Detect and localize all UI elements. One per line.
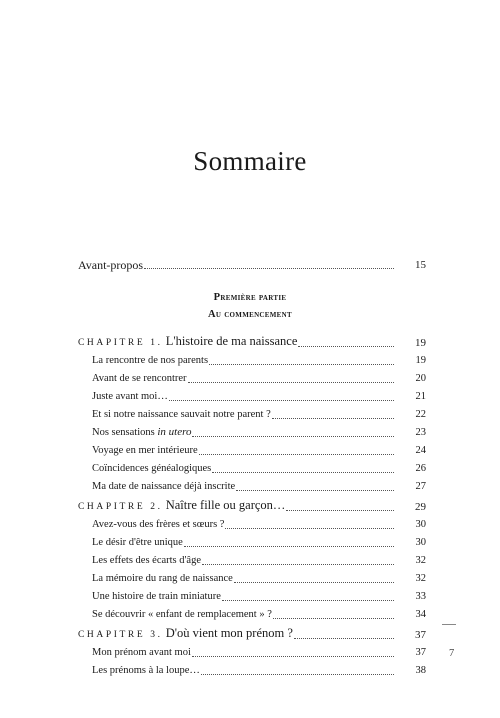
leader-dots xyxy=(202,564,394,565)
leader-dots xyxy=(298,346,394,347)
toc-section-label: Se découvrir « enfant de remplacement » ? xyxy=(92,609,272,620)
toc-section[interactable] xyxy=(92,570,424,586)
chapter-title: Naître fille ou garçon… xyxy=(165,498,286,512)
toc-section[interactable] xyxy=(92,552,424,568)
toc-entry-label: Avant-propos xyxy=(78,258,144,272)
toc-section-label: Et si notre naissance sauvait notre parent ? xyxy=(92,409,271,420)
toc-page-number: 19 xyxy=(415,337,426,349)
toc-page-number: 22 xyxy=(415,409,426,420)
toc-section-label: Le désir d'être unique xyxy=(92,537,183,548)
leader-dots xyxy=(222,600,394,601)
toc-chapter-label xyxy=(78,626,293,642)
toc-section-label: Une histoire de train miniature xyxy=(92,591,221,602)
toc-section-label-italic: in utero xyxy=(157,426,192,438)
leader-dots xyxy=(192,656,394,657)
toc-chapter-1[interactable] xyxy=(78,334,424,350)
toc-chapter-label xyxy=(78,334,297,350)
toc-chapter-2[interactable] xyxy=(78,498,424,514)
part-heading-line1: Première partie xyxy=(213,292,287,303)
leader-dots xyxy=(234,582,394,583)
toc-section-label: Mon prénom avant moi xyxy=(92,647,191,658)
toc-entry-foreword[interactable] xyxy=(78,256,424,272)
toc-page-number: 24 xyxy=(415,445,426,456)
toc-page-number: 38 xyxy=(415,665,426,676)
leader-dots xyxy=(272,418,394,419)
toc-page-number: 15 xyxy=(415,259,426,271)
toc-section[interactable] xyxy=(92,516,424,532)
toc-section[interactable] xyxy=(92,606,424,622)
part-heading-line2: Au commencement xyxy=(208,309,292,320)
page-number: 7 xyxy=(449,648,455,659)
toc-page-number: 26 xyxy=(415,463,426,474)
leader-dots xyxy=(273,618,394,619)
chapter-prefix: CHAPITRE 3. xyxy=(78,630,163,640)
toc-section-label: La mémoire du rang de naissance xyxy=(92,573,233,584)
toc-page-number: 32 xyxy=(415,573,426,584)
toc-page-number: 19 xyxy=(415,355,426,366)
chapter-title: D'où vient mon prénom ? xyxy=(165,626,293,640)
toc-section-label: Juste avant moi… xyxy=(92,391,168,402)
leader-dots xyxy=(144,268,394,269)
toc-section-label: Voyage en mer intérieure xyxy=(92,445,198,456)
page-title: Sommaire xyxy=(193,146,307,176)
toc-section[interactable] xyxy=(92,478,424,494)
toc-page-number: 29 xyxy=(415,501,426,513)
toc-page-number: 27 xyxy=(415,481,426,492)
leader-dots xyxy=(201,674,394,675)
leader-dots xyxy=(188,382,394,383)
toc-section-label: Coïncidences généalogiques xyxy=(92,463,212,474)
toc-section-label: Les prénoms à la loupe… xyxy=(92,665,200,676)
toc-page-number: 34 xyxy=(415,609,426,620)
toc-section-label: Avant de se rencontrer xyxy=(92,373,187,384)
toc-section-label xyxy=(92,425,191,440)
toc-section[interactable] xyxy=(92,588,424,604)
toc-page-number: 21 xyxy=(415,391,426,402)
toc-page-number: 37 xyxy=(415,629,426,641)
toc-page-number: 37 xyxy=(415,647,426,658)
chapter-prefix: CHAPITRE 2. xyxy=(78,502,163,512)
chapter-title: L'histoire de ma naissance xyxy=(165,334,298,348)
toc-chapter-3[interactable] xyxy=(78,626,424,642)
toc-page-number: 32 xyxy=(415,555,426,566)
margin-rule xyxy=(442,624,456,625)
toc-section-label: Avez-vous des frères et sœurs ? xyxy=(92,519,225,530)
toc-page-number: 30 xyxy=(415,537,426,548)
chapter-prefix: CHAPITRE 1. xyxy=(78,338,163,348)
toc-section-label: Ma date de naissance déjà inscrite xyxy=(92,481,236,492)
toc-page-number: 33 xyxy=(415,591,426,602)
leader-dots xyxy=(286,510,394,511)
toc-section[interactable] xyxy=(92,370,424,386)
toc-section[interactable] xyxy=(92,460,424,476)
toc-section[interactable] xyxy=(92,662,424,678)
leader-dots xyxy=(169,400,394,401)
toc-section[interactable] xyxy=(92,424,424,440)
toc-section[interactable] xyxy=(92,442,424,458)
leader-dots xyxy=(212,472,394,473)
toc-section[interactable] xyxy=(92,388,424,404)
toc-section[interactable] xyxy=(92,534,424,550)
leader-dots xyxy=(236,490,394,491)
toc-section-label: Les effets des écarts d'âge xyxy=(92,555,201,566)
toc-section-label: La rencontre de nos parents xyxy=(92,355,209,366)
leader-dots xyxy=(192,436,394,437)
leader-dots xyxy=(184,546,394,547)
toc-section[interactable] xyxy=(92,352,424,368)
leader-dots xyxy=(209,364,394,365)
toc-chapter-label xyxy=(78,498,285,514)
toc-section[interactable] xyxy=(92,644,424,660)
leader-dots xyxy=(225,528,394,529)
toc-page-number: 23 xyxy=(415,427,426,438)
leader-dots xyxy=(199,454,394,455)
toc-section[interactable] xyxy=(92,406,424,422)
toc-section-label-roman: Nos sensations xyxy=(92,427,158,438)
toc-page-number: 20 xyxy=(415,373,426,384)
leader-dots xyxy=(294,638,394,639)
toc-page-number: 30 xyxy=(415,519,426,530)
